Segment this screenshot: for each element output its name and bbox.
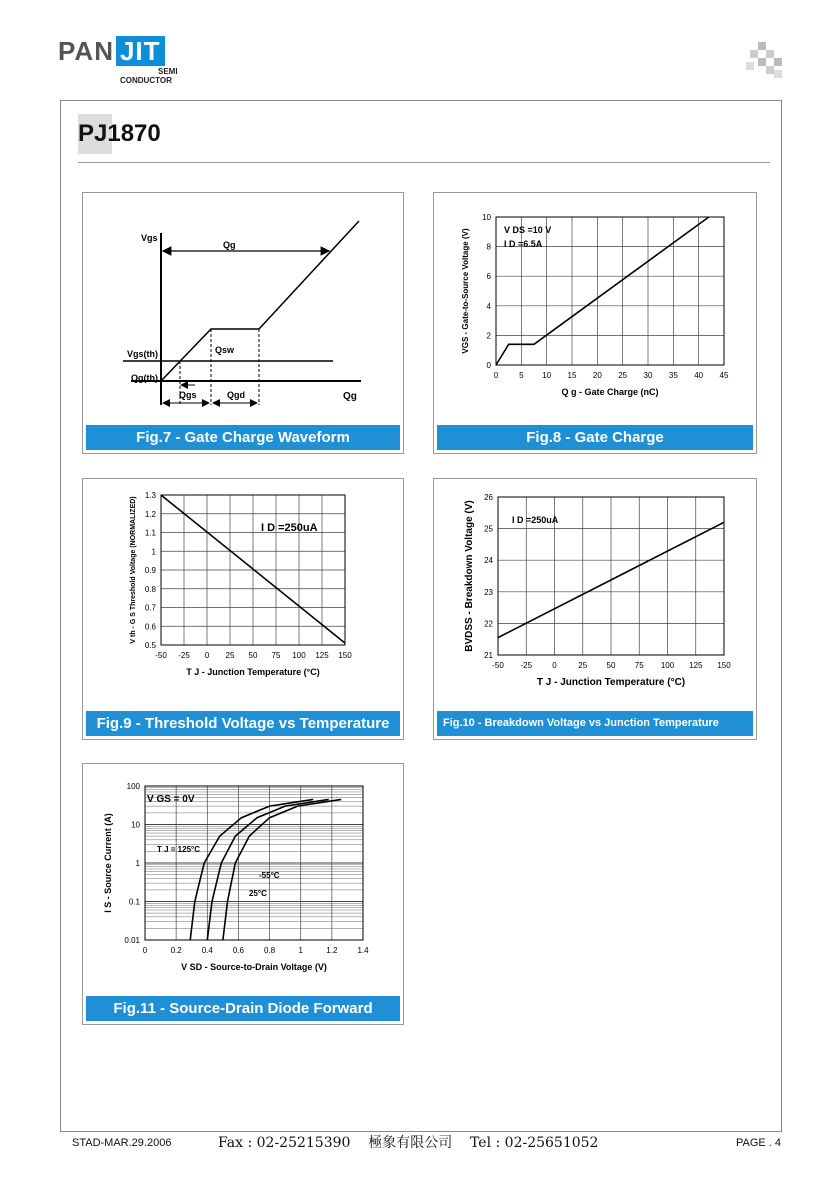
fig8-ytick-label: 4 <box>486 301 491 311</box>
fig11-xtick-label: 1.2 <box>326 946 338 955</box>
fig11-ytick-label: 100 <box>126 782 140 791</box>
fig7-label-vgs: Vgs <box>141 233 158 243</box>
fig11-xtick-label: 0.8 <box>264 946 276 955</box>
logo-sub-semi: SEMI <box>158 67 178 76</box>
fig7-label-qgd: Qgd <box>227 390 245 400</box>
fig11-annotation: T J = 125°C <box>157 845 200 854</box>
fig11-xlabel: V SD - Source-to-Drain Voltage (V) <box>181 962 327 972</box>
fig8-xtick-label: 30 <box>643 371 653 380</box>
fig8-ytick-label: 2 <box>486 331 491 341</box>
fig11-caption: Fig.11 - Source-Drain Diode Forward Voltage <box>86 996 400 1021</box>
fig8-ylabel: VGS - Gate-to-Source Voltage (V) <box>461 228 470 354</box>
fig11-ytick-label: 0.01 <box>124 936 140 945</box>
fig10-xlabel: T J - Junction Temperature (°C) <box>536 677 686 688</box>
fig11-series-line-0 <box>190 799 313 940</box>
fig7-chart <box>83 193 403 423</box>
fig11-xtick-label: 1.4 <box>357 946 369 955</box>
fig9-ytick-label: 1.3 <box>144 491 156 500</box>
fig11-annotation: V GS = 0V <box>147 794 195 805</box>
fig8-xtick-label: 45 <box>719 371 729 380</box>
panjit-logo <box>58 36 188 91</box>
fig9-xtick-label: 125 <box>315 651 329 660</box>
fig8-ytick-label: 8 <box>486 242 491 252</box>
fig10-xtick-label: 50 <box>606 661 616 670</box>
fig8-annotation: V DS =10 V <box>504 225 552 235</box>
logo-wordmark: PAN JIT <box>58 36 165 67</box>
fig8-xtick-label: 25 <box>618 371 628 380</box>
fig9-ytick-label: 1 <box>151 547 156 557</box>
fig7-label-qg-axis: Qg <box>343 391 357 402</box>
fig10-ylabel: BVDSS - Breakdown Voltage (V) <box>464 500 475 652</box>
fig9-xtick-label: -50 <box>155 651 167 660</box>
footer-doc-code: STAD-MAR.29.2006 <box>72 1137 172 1149</box>
fig8-xtick-label: 20 <box>592 371 602 380</box>
footer-contact: Fax : 02-25215390 極象有限公司 Tel : 02-25651052 <box>218 1135 599 1151</box>
fig8-xlabel: Q g - Gate Charge (nC) <box>561 387 659 397</box>
fig7-label-qgth: Qg(th) <box>131 373 158 383</box>
fig9-ytick-label: 0.9 <box>144 566 156 575</box>
fig11-xtick-label: 1 <box>298 946 303 955</box>
fig10-xtick-label: 150 <box>717 661 731 670</box>
fig10-ytick-label: 22 <box>484 619 493 629</box>
fig9-ytick-label: 0.6 <box>144 622 156 632</box>
fig10-ytick-label: 24 <box>484 556 493 566</box>
fig10-chart <box>434 479 756 709</box>
fig9-xtick-label: 75 <box>271 651 281 660</box>
fig9-ytick-label: 1.2 <box>144 509 156 519</box>
fig10-panel <box>433 478 757 740</box>
fig9-ylabel: V th - G S Threshold Voltage (NORMALIZED) <box>130 496 137 644</box>
fig7-caption: Fig.7 - Gate Charge Waveform <box>86 425 400 450</box>
fig10-ytick-label: 25 <box>484 524 493 534</box>
fig8-xtick-label: 35 <box>668 371 678 380</box>
fig11-xtick-label: 0 <box>142 946 148 955</box>
fig8-xtick-label: 40 <box>694 371 704 380</box>
page-title: PJ1870 <box>78 120 161 147</box>
fig9-xtick-label: 150 <box>338 651 352 660</box>
footer-page-number: PAGE . 4 <box>736 1137 782 1149</box>
fig10-xtick-label: -50 <box>492 661 504 670</box>
fig10-caption: Fig.10 - Breakdown Voltage vs Junction Temperature <box>437 711 753 736</box>
fig11-ylabel: I S - Source Current (A) <box>103 813 113 913</box>
fig8-xtick-label: 10 <box>542 371 552 380</box>
fig11-xtick-label: 0.6 <box>232 946 244 955</box>
fig10-xtick-label: 125 <box>689 661 703 670</box>
fig8-annotation: I D =6.5A <box>504 239 543 249</box>
fig9-xtick-label: 0 <box>204 651 210 660</box>
fig9-xtick-label: -25 <box>178 651 190 660</box>
fig8-xtick-label: 15 <box>567 371 577 380</box>
fig10-ytick-label: 23 <box>484 587 493 597</box>
fig11-xtick-label: 0.4 <box>201 946 213 955</box>
fig11-panel <box>82 763 404 1042</box>
fig10-xtick-label: 100 <box>660 661 675 670</box>
fig7-label-vgsth: Vgs(th) <box>127 349 158 359</box>
fig10-xtick-label: -25 <box>520 661 533 670</box>
fig8-ytick-label: 6 <box>486 272 491 282</box>
fig9-ytick-label: 0.5 <box>144 641 156 650</box>
fig10-annotation: I D =250uA <box>512 515 559 525</box>
fig11-annotation: 25°C <box>249 889 267 898</box>
fig10-xtick-label: 0 <box>552 661 557 670</box>
fig10-xtick-label: 75 <box>634 661 644 670</box>
fig9-panel <box>82 478 404 740</box>
fig7-label-qsw: Qsw <box>215 345 235 355</box>
fig10-ytick-label: 26 <box>484 493 493 502</box>
fig7-waveform <box>161 221 359 381</box>
fig7-panel <box>82 192 404 454</box>
fig11-annotation: -55°C <box>259 871 280 880</box>
fig8-panel <box>433 192 757 454</box>
fig10-ytick-label: 21 <box>484 651 493 660</box>
fig8-ytick-label: 10 <box>482 213 491 222</box>
fig10-xtick-label: 25 <box>578 661 588 670</box>
fig11-xtick-label: 0.2 <box>170 946 182 955</box>
fig9-xtick-label: 25 <box>225 651 235 660</box>
fig9-ytick-label: 0.7 <box>144 603 156 613</box>
fig9-xtick-label: 100 <box>292 651 306 660</box>
fig8-caption: Fig.8 - Gate Charge <box>437 425 753 450</box>
fig11-ytick-label: 10 <box>131 820 140 830</box>
fig9-annotation: I D =250uA <box>261 522 318 534</box>
fig9-ytick-label: 0.8 <box>144 584 156 594</box>
logo-sub-conductor: CONDUCTOR <box>120 76 172 85</box>
fig8-chart <box>434 193 756 423</box>
fig11-series-line-2 <box>223 799 341 940</box>
fig11-ytick-label: 1 <box>135 859 140 868</box>
fig8-xtick-label: 5 <box>519 371 524 380</box>
fig8-ytick-label: 0 <box>486 361 491 370</box>
fig11-ytick-label: 0.1 <box>128 897 140 907</box>
fig11-chart <box>83 764 403 994</box>
checker-deco-icon <box>746 42 782 78</box>
fig9-caption: Fig.9 - Threshold Voltage vs Temperature <box>86 711 400 736</box>
fig9-chart <box>83 479 403 709</box>
fig9-ytick-label: 1.1 <box>144 528 156 538</box>
fig9-xlabel: T J - Junction Temperature (°C) <box>186 667 320 677</box>
fig9-xtick-label: 50 <box>248 651 258 660</box>
fig8-xtick-label: 0 <box>493 371 499 380</box>
fig7-label-qg-top: Qg <box>223 240 236 250</box>
title-divider <box>78 162 770 163</box>
fig7-label-qgs: Qgs <box>179 390 197 400</box>
